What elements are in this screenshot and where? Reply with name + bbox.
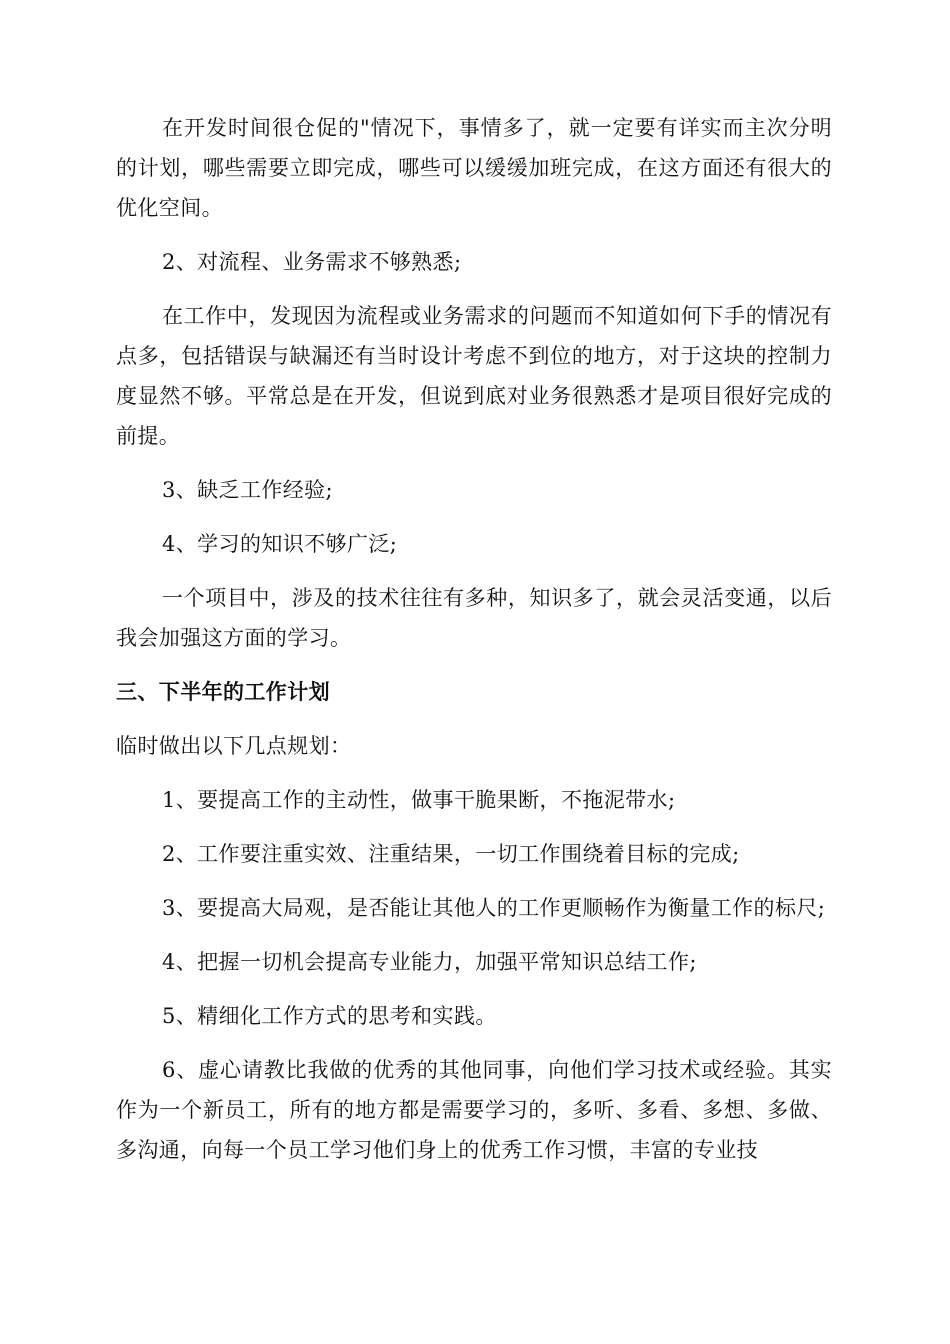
section-heading: 三、下半年的工作计划 xyxy=(116,680,330,704)
plan-intro: 临时做出以下几点规划： xyxy=(116,734,352,758)
plan-item-6: 6、虚心请教比我做的优秀的其他同事，向他们学习技术或经验。其实作为一个新员工，所有的地方都是需要学习的，多听、多看、多想、多做、多沟通，向每一个员工学习他们身上的优秀工作习惯，丰富的专业技 xyxy=(116,1058,832,1162)
paragraph-item-2: 2、对流程、业务需求不够熟悉; xyxy=(162,250,462,274)
paragraph-item-4: 4、学习的知识不够广泛; xyxy=(162,532,398,556)
document-body xyxy=(116,108,832,1170)
paragraph-item-3: 3、缺乏工作经验; xyxy=(162,478,334,502)
plan-item-5: 5、精细化工作方式的思考和实践。 xyxy=(162,1004,497,1028)
plan-item-4: 4、把握一切机会提高专业能力，加强平常知识总结工作; xyxy=(162,950,697,974)
paragraph-planning: 在开发时间很仓促的"情况下，事情多了，就一定要有详实而主次分明的计划，哪些需要立即完成，哪些可以缓缓加班完成，在这方面还有很大的优化空间。 xyxy=(116,116,832,220)
plan-item-2: 2、工作要注重实效、注重结果，一切工作围绕着目标的完成; xyxy=(162,842,740,866)
paragraph-learning: 一个项目中，涉及的技术往往有多种，知识多了，就会灵活变通，以后我会加强这方面的学习。 xyxy=(116,586,832,650)
paragraph-process-issues: 在工作中，发现因为流程或业务需求的问题而不知道如何下手的情况有点多，包括错误与缺漏还有当时设计考虑不到位的地方，对于这块的控制力度显然不够。平常总是在开发，但说到底对业务很熟悉才是项目很好完成的前提。 xyxy=(116,304,832,448)
plan-item-3: 3、要提高大局观，是否能让其他人的工作更顺畅作为衡量工作的标尺; xyxy=(162,896,826,920)
plan-item-1: 1、要提高工作的主动性，做事干脆果断，不拖泥带水; xyxy=(162,788,676,812)
